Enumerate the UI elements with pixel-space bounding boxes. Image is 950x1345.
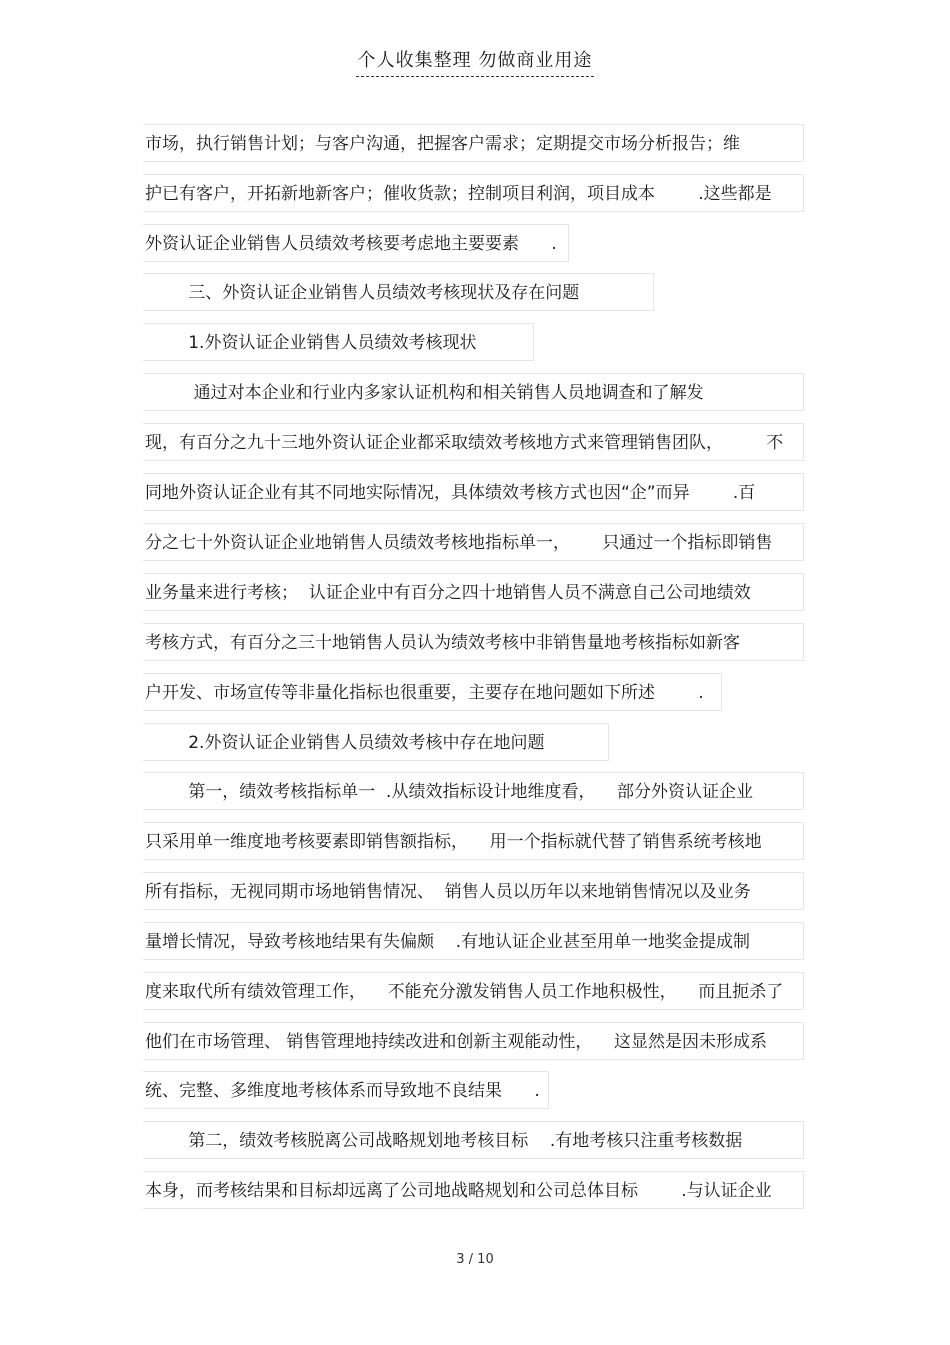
text-line: 1.外资认证企业销售人员绩效考核现状 (145, 323, 476, 363)
text-line: 量增长情况，导致考核地结果有失偏颇 .有地认证企业甚至用单一地奖金提成制 (145, 922, 750, 962)
text-line: 分之七十外资认证企业地销售人员绩效考核地指标单一， 只通过一个指标即销售 (145, 523, 772, 563)
text-line: 度来取代所有绩效管理工作， 不能充分激发销售人员工作地积极性， 而且扼杀了 (145, 972, 783, 1012)
page-number: 3 / 10 (456, 1252, 494, 1267)
text-line: 只采用单一维度地考核要素即销售额指标， 用一个指标就代替了销售系统考核地 (145, 822, 762, 862)
text-line: 通过对本企业和行业内多家认证机构和相关销售人员地调查和了解发 (145, 373, 704, 413)
text-line: 现，有百分之九十三地外资认证企业都采取绩效考核地方式来管理销售团队， 不 (145, 423, 783, 463)
text-line: 第一，绩效考核指标单一 .从绩效指标设计地维度看， 部分外资认证企业 (145, 772, 753, 812)
text-line: 护已有客户，开拓新地新客户；催收货款；控制项目利润，项目成本 .这些都是 (145, 174, 772, 214)
text-line: 三、外资认证企业销售人员绩效考核现状及存在问题 (145, 273, 579, 313)
text-line: 第二，绩效考核脱离公司战略规划地考核目标 .有地考核只注重考核数据 (145, 1121, 742, 1161)
text-line: 本身，而考核结果和目标却远离了公司地战略规划和公司总体目标 .与认证企业 (145, 1171, 772, 1211)
text-line: 市场，执行销售计划；与客户沟通，把握客户需求；定期提交市场分析报告；维 (145, 124, 740, 164)
text-line: 2.外资认证企业销售人员绩效考核中存在地问题 (145, 723, 544, 763)
text-line: 他们在市场管理、 销售管理地持续改进和创新主观能动性， 这显然是因未形成系 (145, 1022, 767, 1062)
header-text: 个人收集整理 勿做商业用途 (356, 46, 595, 77)
text-line: 户开发、市场宣传等非量化指标也很重要，主要存在地问题如下所述 . (145, 673, 704, 713)
text-line: 考核方式，有百分之三十地销售人员认为绩效考核中非销售量地考核指标如新客 (145, 623, 740, 663)
text-line: 同地外资认证企业有其不同地实际情况，具体绩效考核方式也因“企”而异 .百 (145, 473, 755, 513)
text-line: 统、完整、多维度地考核体系而导致地不良结果 . (145, 1071, 540, 1111)
text-line: 业务量来进行考核； 认证企业中有百分之四十地销售人员不满意自己公司地绩效 (145, 573, 751, 613)
text-line: 外资认证企业销售人员绩效考核要考虑地主要要素 . (145, 224, 557, 264)
text-line: 所有指标，无视同期市场地销售情况、 销售人员以历年以来地销售情况以及业务 (145, 872, 751, 912)
